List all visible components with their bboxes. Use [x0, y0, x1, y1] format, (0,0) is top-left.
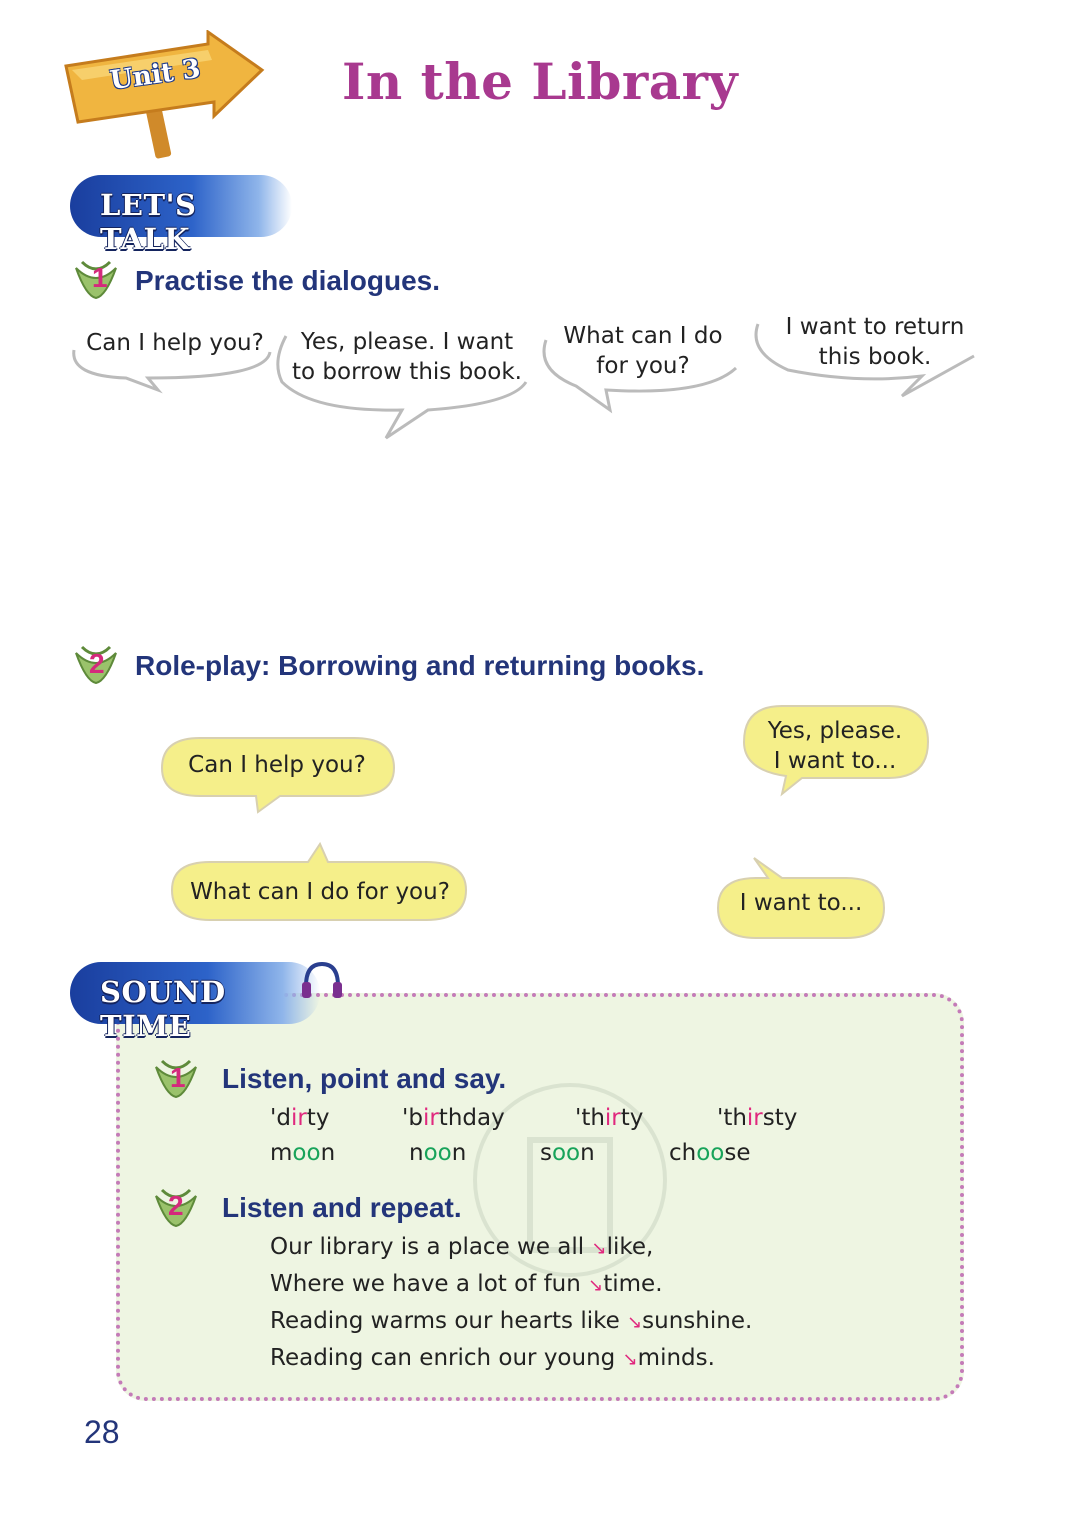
page-title: In the Library [342, 52, 739, 111]
activity-1-number: 1 [92, 262, 108, 293]
sound-activity-1-number: 1 [170, 1062, 186, 1093]
bubble-line: I want to... [773, 748, 897, 774]
phonics-word: noon [409, 1140, 467, 1166]
phonics-word: 'thirsty [717, 1105, 798, 1131]
bubble-line: to borrow this book. [292, 359, 522, 385]
roleplay-bubble-4 [716, 888, 886, 918]
bubble-line: I want to... [739, 890, 863, 916]
phonics-word: 'dirty [270, 1105, 330, 1131]
chant-line: Reading warms our hearts like ↘sunshine. [270, 1308, 753, 1334]
dialogue-bubble-1 [80, 328, 270, 358]
sound-activity-2-heading: Listen and repeat. [222, 1192, 462, 1223]
lets-talk-banner [70, 175, 292, 256]
headphones-icon [300, 958, 344, 1002]
roleplay-bubble-1 [160, 750, 394, 780]
phonics-word: soon [540, 1140, 595, 1166]
phonics-word: 'thirty [575, 1105, 644, 1131]
activity-1-heading: Practise the dialogues. [135, 265, 440, 296]
activity-2-number: 2 [89, 648, 105, 679]
bubble-line: Can I help you? [188, 752, 366, 778]
phonics-word: 'birthday [402, 1105, 505, 1131]
roleplay-bubble-2 [742, 716, 928, 776]
bubble-line: Yes, please. I want [300, 329, 514, 355]
lets-talk-label: LET'S TALK [100, 188, 197, 256]
falling-intonation-icon: ↘ [591, 1238, 607, 1259]
falling-intonation-icon: ↘ [588, 1275, 604, 1296]
roleplay-bubble-3 [172, 877, 468, 907]
bubble-line: What can I do for you? [190, 879, 450, 905]
bubble-line: Can I help you? [86, 330, 264, 356]
phonics-word: moon [270, 1140, 336, 1166]
sound-activity-1-heading: Listen, point and say. [222, 1063, 507, 1094]
bubble-line: for you? [596, 353, 690, 379]
chant-line: Reading can enrich our young ↘minds. [270, 1345, 715, 1371]
chant-line: Our library is a place we all ↘like, [270, 1234, 654, 1260]
activity-2-heading: Role-play: Borrowing and returning books. [135, 650, 705, 681]
falling-intonation-icon: ↘ [627, 1312, 643, 1333]
dialogue-bubble-2 [282, 327, 532, 387]
dialogue-bubble-4 [770, 312, 980, 372]
bubble-line: I want to return [785, 314, 965, 340]
unit-label: Unit 3 [108, 53, 203, 97]
bubble-line: this book. [818, 344, 932, 370]
dialogue-bubble-3 [548, 321, 738, 381]
sound-time-banner [70, 962, 320, 1043]
unit-signpost [58, 30, 268, 160]
phonics-word: choose [669, 1140, 751, 1166]
bubble-line: Yes, please. [767, 718, 903, 744]
falling-intonation-icon: ↘ [622, 1349, 638, 1370]
page-number: 28 [84, 1414, 120, 1450]
bubble-line: What can I do [563, 323, 723, 349]
chant-line: Where we have a lot of fun ↘time. [270, 1271, 663, 1297]
sound-time-label: SOUND TIME [100, 975, 226, 1043]
sound-activity-2-number: 2 [168, 1190, 184, 1221]
